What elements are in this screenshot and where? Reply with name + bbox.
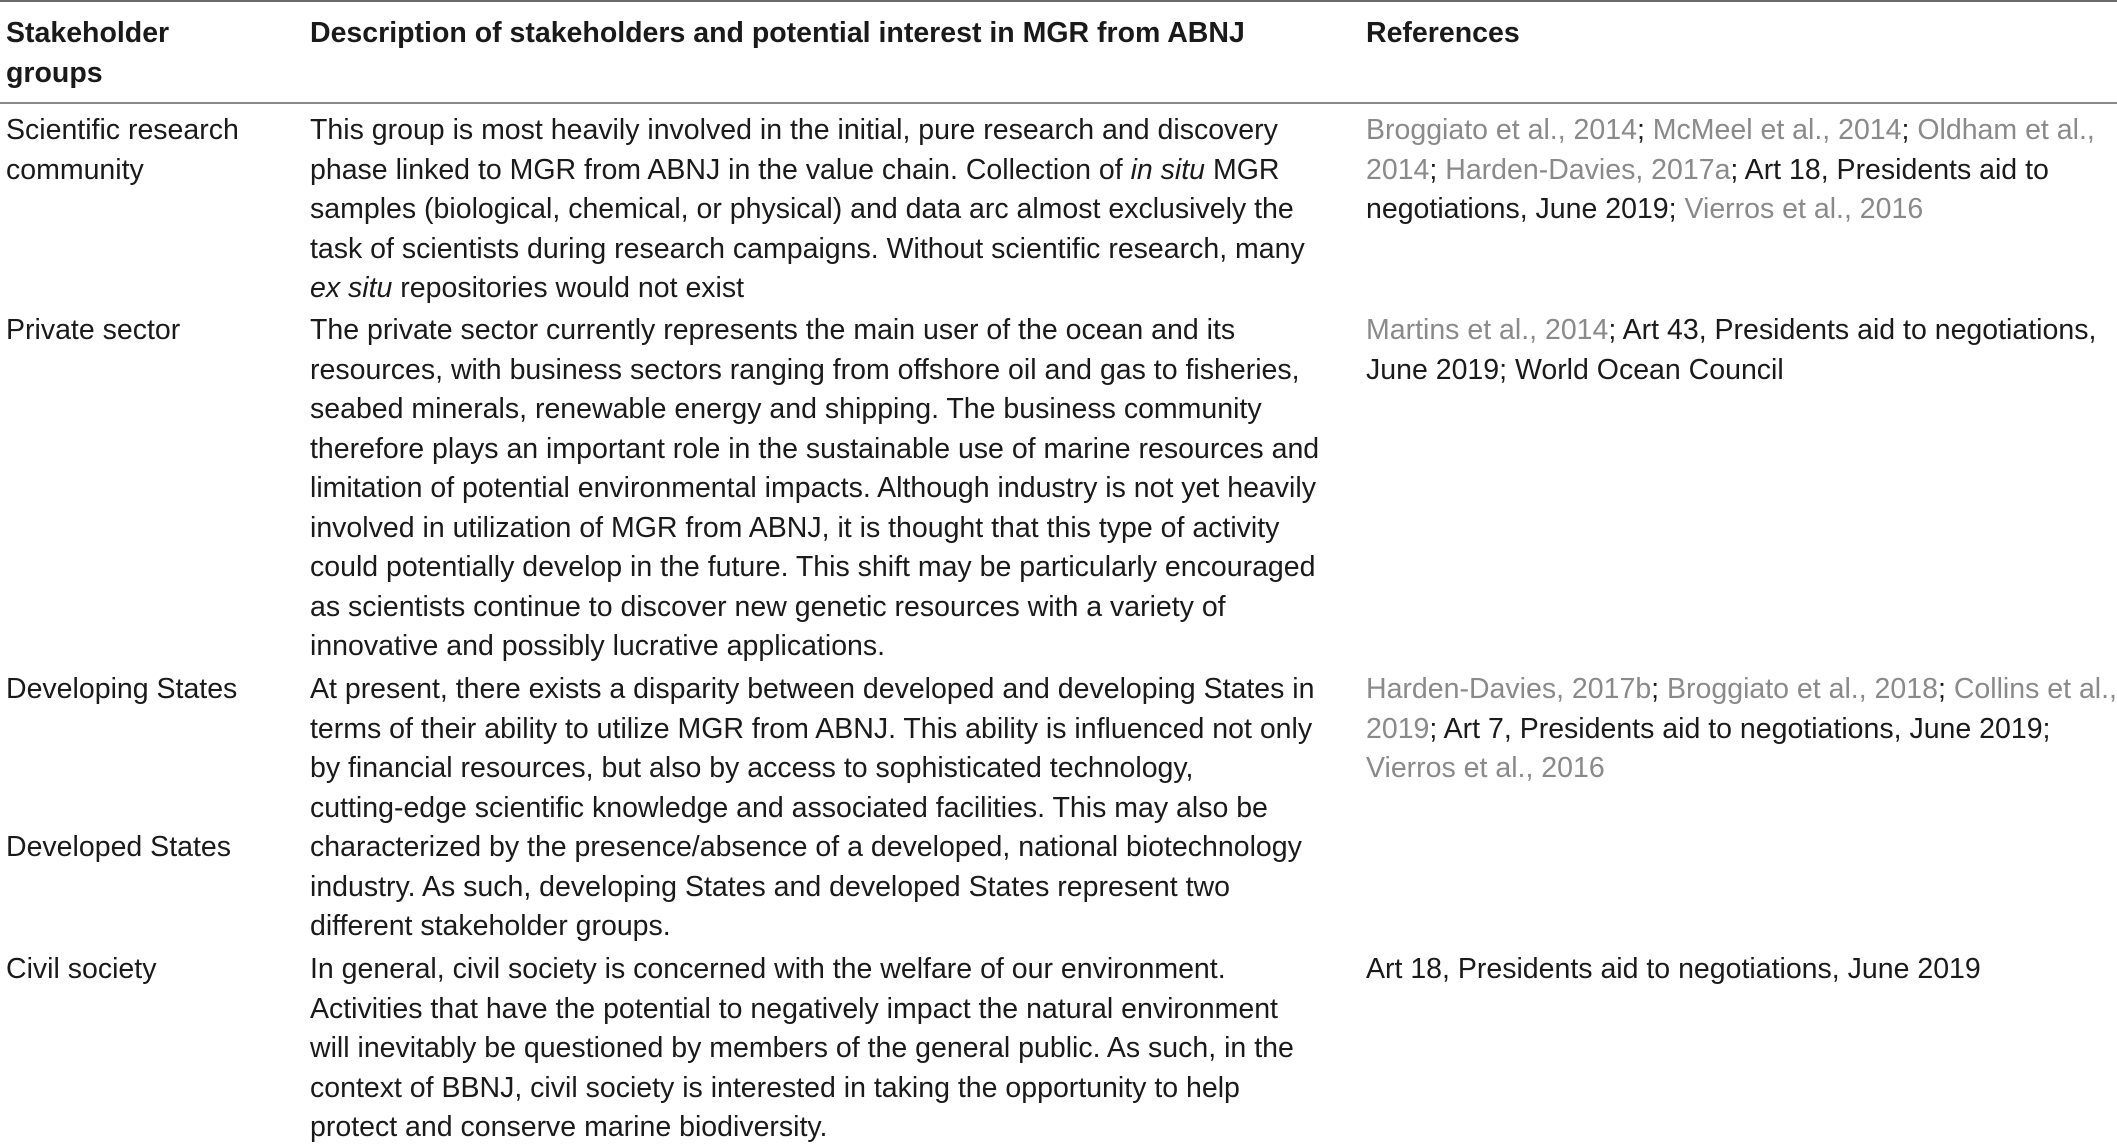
header-stakeholder-groups: [6, 14, 169, 93]
ref-link[interactable]: Harden-Davies, 2017b: [1366, 673, 1652, 705]
desc-line: task of scientists during research campaigns. Without scientific research, many: [310, 232, 1305, 265]
ref-link[interactable]: Collins et al.,: [1953, 673, 2117, 705]
group-label: community: [6, 153, 144, 186]
ref-link[interactable]: Vierros et al., 2016: [1684, 193, 1924, 225]
ref-link[interactable]: 2019: [1366, 712, 1430, 745]
ref-link[interactable]: Harden-Davies, 2017a: [1445, 153, 1731, 186]
table-top-rule: [0, 0, 2117, 2]
desc-line: involved in utilization of MGR from ABNJ, it is thought that this type of activity: [310, 511, 1280, 544]
desc-line: as scientists continue to discover new genetic resources with a variety of: [310, 590, 1226, 623]
row-developing-description: [310, 670, 1314, 947]
row-civil-description: [310, 950, 1294, 1148]
ref-link[interactable]: Broggiato et al., 2014: [1366, 114, 1637, 146]
desc-line: This group is most heavily involved in the initial, pure research and discovery: [310, 114, 1278, 146]
desc-line: therefore plays an important role in the sustainable use of marine resources and: [310, 432, 1320, 465]
desc-line: different stakeholder groups.: [310, 910, 671, 942]
desc-line: resources, with business sectors ranging from offshore oil and gas to fisheries,: [310, 353, 1300, 386]
row-civil-group: Civil society: [6, 953, 157, 985]
desc-line: context of BBNJ, civil society is interested in taking the opportunity to help: [310, 1071, 1240, 1104]
header-description: Description of stakeholders and potential interest in MGR from ABNJ: [310, 17, 1245, 49]
ref-link[interactable]: McMeel et al., 2014: [1652, 114, 1902, 146]
row-developing-references: Harden-Davies, 2017b; Broggiato et al., 2018; Collins et al., 2019; Art 7, Presidents aid to negotiations, June 2019; Vierros et al., 2016: [1366, 673, 2117, 784]
desc-line: At present, there exists a disparity between developed and developing States in: [310, 673, 1315, 705]
row-scientific-description: [310, 111, 1305, 309]
ref-link[interactable]: Martins et al., 2014: [1366, 314, 1609, 346]
row-scientific-group: [6, 111, 239, 190]
desc-line: seabed minerals, renewable energy and shipping. The business community: [310, 393, 1262, 425]
desc-line: ex situ repositories would not exist: [310, 272, 745, 304]
desc-line: samples (biological, chemical, or physical) and data arc almost exclusively the: [310, 193, 1294, 225]
desc-line: will inevitably be questioned by members of the general public. As such, in the: [310, 1032, 1294, 1064]
ref-link[interactable]: 2014: [1366, 153, 1430, 186]
ref-link[interactable]: Oldham et al.,: [1917, 114, 2095, 146]
desc-line: by financial resources, but also by access to sophisticated technology,: [310, 752, 1194, 784]
desc-line: In general, civil society is concerned with the welfare of our environment.: [310, 953, 1226, 985]
row-developed-group: Developed States: [6, 831, 231, 863]
desc-line: Activities that have the potential to negatively impact the natural environment: [310, 992, 1278, 1025]
row-private-references: Martins et al., 2014; Art 43, Presidents aid to negotiations, June 2019; World Ocean Council: [1366, 314, 2097, 386]
desc-line: could potentially develop in the future. This shift may be particularly encouraged: [310, 551, 1316, 583]
row-private-group: Private sector: [6, 314, 181, 346]
header-references: References: [1366, 17, 1520, 49]
ref-link[interactable]: Broggiato et al., 2018: [1667, 673, 1938, 705]
table-header-rule: [0, 102, 2117, 104]
desc-line: cutting-edge scientific knowledge and associated facilities. This may also be: [310, 791, 1268, 824]
desc-line: industry. As such, developing States and developed States represent two: [310, 870, 1230, 903]
desc-line: terms of their ability to utilize MGR from ABNJ. This ability is influenced not only: [310, 712, 1313, 745]
desc-line: protect and conserve marine biodiversity.: [310, 1111, 828, 1143]
header-col1-line2: groups: [6, 56, 103, 89]
desc-line: innovative and possibly lucrative applications.: [310, 630, 886, 662]
group-label: Scientific research: [6, 114, 239, 146]
desc-line: The private sector currently represents the main user of the ocean and its: [310, 314, 1236, 346]
desc-line: phase linked to MGR from ABNJ in the value chain. Collection of in situ MGR: [310, 153, 1280, 186]
row-civil-references: Art 18, Presidents aid to negotiations, June 2019: [1366, 953, 1981, 985]
ref-link[interactable]: Vierros et al., 2016: [1366, 752, 1605, 784]
desc-line: characterized by the presence/absence of a developed, national biotechnology: [310, 831, 1302, 863]
header-col1-line1: Stakeholder: [6, 17, 170, 49]
desc-line: limitation of potential environmental impacts. Although industry is not yet heavily: [310, 472, 1316, 504]
row-scientific-references: Broggiato et al., 2014; McMeel et al., 2014; Oldham et al., 2014; Harden-Davies, 2017a; Art 18, Presidents aid to negotiations, June 2019; Vierros et al., 2016: [1366, 114, 2095, 225]
row-developing-group: Developing States: [6, 673, 238, 705]
row-private-description: [310, 311, 1319, 667]
